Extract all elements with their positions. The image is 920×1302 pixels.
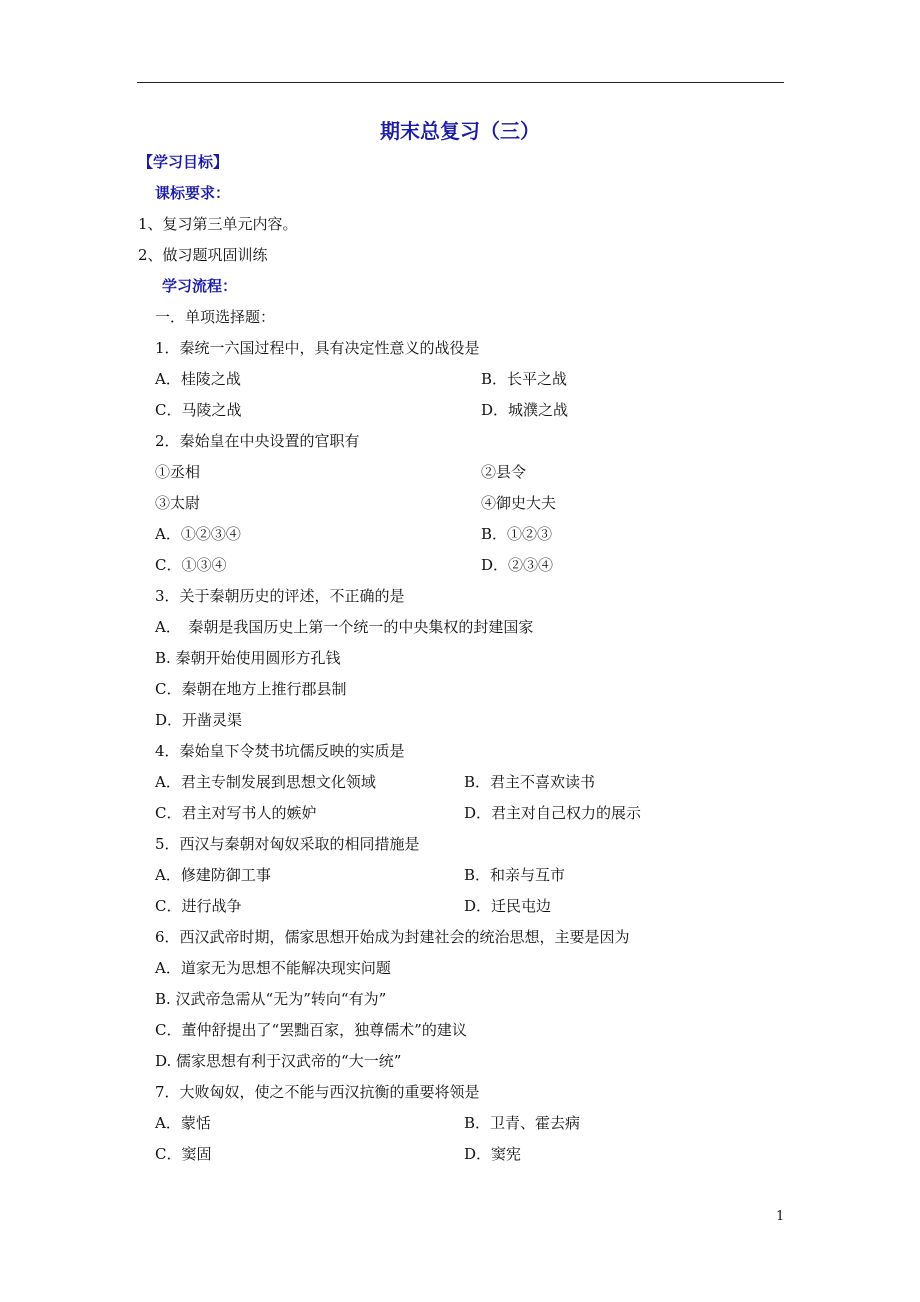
- option: D．②③④: [481, 556, 554, 574]
- option: A．蒙恬: [155, 1114, 211, 1132]
- choice-item: ④御史大夫: [481, 494, 557, 512]
- question-stem: 7．大败匈奴，使之不能与西汉抗衡的重要将领是: [155, 1083, 480, 1101]
- option: B. 汉武帝急需从“无为”转向“有为”: [155, 990, 387, 1008]
- option: B．长平之战: [481, 370, 568, 388]
- option: C．窦固: [155, 1145, 212, 1163]
- choice-item: ②县令: [481, 463, 527, 481]
- option: A．桂陵之战: [155, 370, 241, 388]
- option: B．①②③: [481, 525, 553, 543]
- option: D．城濮之战: [481, 401, 569, 419]
- option: D．迁民屯边: [464, 897, 552, 915]
- goal-1: 1、复习第三单元内容。: [138, 215, 298, 233]
- option: C．马陵之战: [155, 401, 242, 419]
- option: A． 秦朝是我国历史上第一个统一的中央集权的封建国家: [155, 618, 534, 636]
- option: B．卫青、霍去病: [464, 1114, 581, 1132]
- page-number: 1: [776, 1209, 785, 1224]
- page-title: 期末总复习（三）: [380, 119, 540, 143]
- option: B. 秦朝开始使用圆形方孔钱: [155, 649, 341, 667]
- option: A．修建防御工事: [155, 866, 271, 884]
- question-stem: 6．西汉武帝时期，儒家思想开始成为封建社会的统治思想，主要是因为: [155, 928, 630, 946]
- question-stem: 2．秦始皇在中央设置的官职有: [155, 432, 360, 450]
- section-goal-heading: 【学习目标】: [138, 153, 229, 171]
- option: B．和亲与互市: [464, 866, 566, 884]
- choice-item: ①丞相: [155, 463, 201, 481]
- curriculum-label: 课标要求：: [155, 184, 231, 202]
- option: D．窦宪: [464, 1145, 522, 1163]
- choice-item: ③太尉: [155, 494, 201, 512]
- option: A．君主专制发展到思想文化领域: [155, 773, 376, 791]
- option: D．君主对自己权力的展示: [464, 804, 642, 822]
- question-stem: 5．西汉与秦朝对匈奴采取的相同措施是: [155, 835, 420, 853]
- option: C．董仲舒提出了“罢黜百家，独尊儒术”的建议: [155, 1021, 467, 1039]
- goal-2: 2、做习题巩固训练: [138, 246, 268, 264]
- part-heading: 一．单项选择题：: [155, 308, 276, 326]
- option: C．秦朝在地方上推行郡县制: [155, 680, 347, 698]
- option: C．①③④: [155, 556, 227, 574]
- option: C．进行战争: [155, 897, 242, 915]
- question-stem: 1．秦统一六国过程中，具有决定性意义的战役是: [155, 339, 480, 357]
- option: D．开凿灵渠: [155, 711, 243, 729]
- question-stem: 4．秦始皇下令焚书坑儒反映的实质是: [155, 742, 405, 760]
- flow-label: 学习流程：: [162, 277, 238, 295]
- option: B．君主不喜欢读书: [464, 773, 596, 791]
- header-rule: [137, 82, 784, 83]
- option: A．①②③④: [155, 525, 241, 543]
- option: A．道家无为思想不能解决现实问题: [155, 959, 391, 977]
- question-stem: 3．关于秦朝历史的评述，不正确的是: [155, 587, 405, 605]
- option: C．君主对写书人的嫉妒: [155, 804, 317, 822]
- option: D. 儒家思想有利于汉武帝的“大一统”: [155, 1052, 402, 1070]
